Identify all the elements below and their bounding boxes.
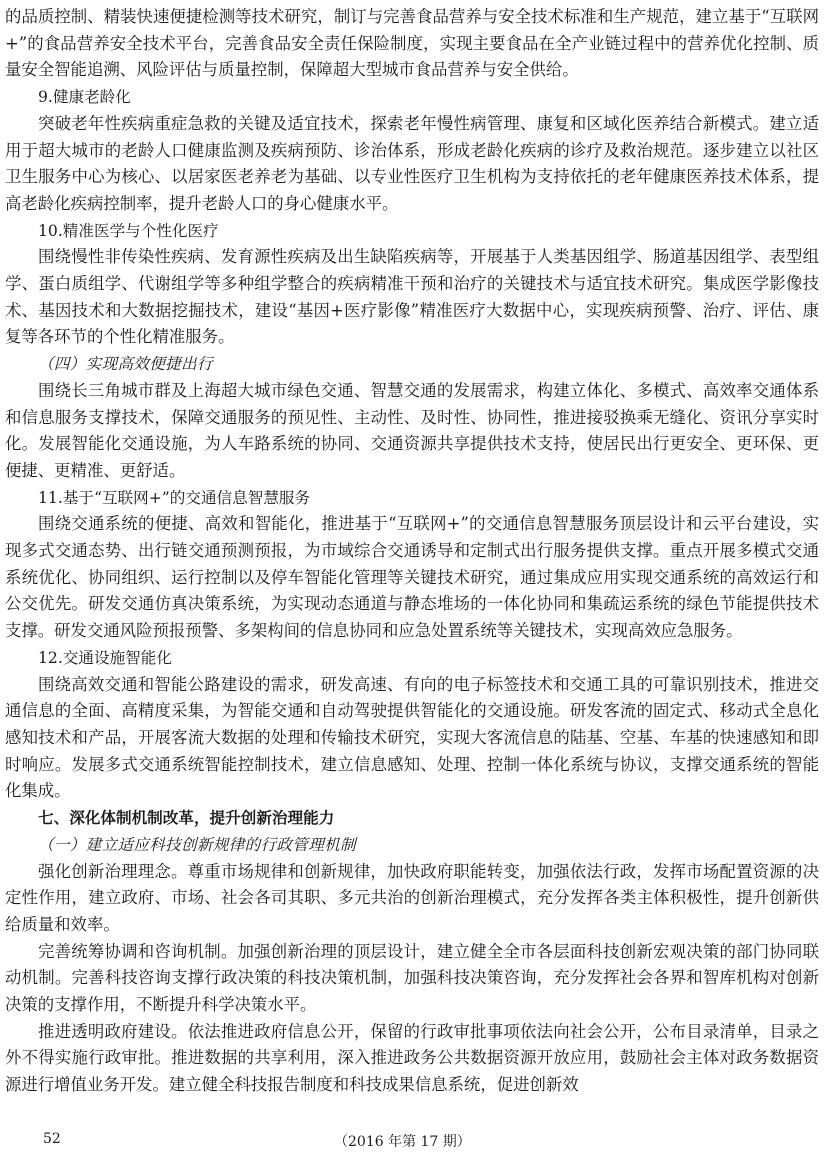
paragraph-continuation: 的品质控制、精装快速便捷检测等技术研究，制订与完善食品营养与安全技术标准和生产规范，建立基于“互联网+”的食品营养安全技术平台，完善食品安全责任保险制度，实现主要食品在全产业链过程中的营养优化控制、质量安全智能追溯、风险评估与质量控制，保障超大型城市食品营养与安全供给。	[5, 7, 819, 80]
paragraph: 突破老年性疾病重症急救的关键及适宜技术，探索老年慢性病管理、康复和区域化医养结合新模式。建立适用于超大城市的老龄人口健康监测及疾病预防、诊治体系，形成老龄化疾病的诊疗及救治规范。逐步建立以社区卫生服务中心为核心、以居家医老养老为基础、以专业性医疗卫生机构为支持依托的老年健康医养技术体系，提高老龄化疾病控制率，提升老龄人口的身心健康水平。	[5, 113, 819, 213]
paragraph: 围绕交通系统的便捷、高效和智能化，推进基于“互联网+”的交通信息智慧服务顶层设计和云平台建设，实现多式交通态势、出行链交通预测预报，为市域综合交通诱导和定制式出行服务提供支撑。重点开展多模式交通系统优化、协同组织、运行控制以及停车智能化管理等关键技术研究，通过集成应用实现交通系统的高效运行和公交优先。研发交通仿真决策系统，为实现动态通道与静态堆场的一体化协同和集疏运系统的绿色节能提供技术支撑。研发交通风险预报预警、多架构间的信息协同和应急处置系统等关键技术，实现高效应急服务。	[5, 514, 819, 641]
section-heading: 12.交通设施智能化	[38, 648, 172, 667]
section-heading: 10.精准医学与个性化医疗	[38, 221, 219, 240]
paragraph: 推进透明政府建设。依法推进政府信息公开，保留的行政审批事项依法向社会公开，公布目录清单，目录之外不得实施行政审批。推进数据的共享利用，深入推进政务公共数据资源开放应用，鼓励社会主体对政务数据资源进行增值业务开发。建立健全科技报告制度和科技成果信息系统，促进创新效	[5, 1021, 819, 1095]
paragraph: 围绕高效交通和智能公路建设的需求，研发高速、有向的电子标签技术和交通工具的可靠识别技术，推进交通信息的全面、高精度采集，为智能交通和自动驾驶提供智能化的交通设施。研发客流的固定式、移动式全息化感知技术和产品，开展客流大数据的处理和传输技术研究，实现大客流信息的陆基、空基、车基的快速感知和即时响应。发展多式交通系统智能控制技术，建立信息感知、处理、控制一体化系统与协议，支撑交通系统的智能化集成。	[5, 674, 819, 801]
paragraph: 围绕慢性非传染性疾病、发育源性疾病及出生缺陷疾病等，开展基于人类基因组学、肠道基因组学、表型组学、蛋白质组学、代谢组学等多种组学整合的疾病精准干预和治疗的关键技术与适宜技术研究。集成医学影像技术、基因技术和大数据挖掘技术，建设“基因+医疗影像”精准医疗大数据中心，实现疾病预警、治疗、评估、康复等各环节的个性化精准服务。	[5, 247, 819, 347]
issue-label: （2016 年第 17 期）	[334, 1134, 471, 1150]
paragraph: 强化创新治理理念。尊重市场规律和创新规律，加快政府职能转变，加强依法行政，发挥市场配置资源的决定性作用，建立政府、市场、社会各司其职、多元共治的创新治理模式，充分发挥各类主体积极性，提升创新供给质量和效率。	[5, 861, 819, 934]
document-body	[5, 4, 819, 1099]
paragraph: 围绕长三角城市群及上海超大城市绿色交通、智慧交通的发展需求，构建立体化、多模式、高效率交通体系和信息服务支撑技术，保障交通服务的预见性、主动性、及时性、协同性，推进接驳换乘无缝化、资讯分享实时化。发展智能化交通设施，为人车路系统的协同、交通资源共享提供技术支持，使居民出行更安全、更环保、更便捷、更精准、更舒适。	[5, 380, 819, 480]
section-heading: 9.健康老龄化	[38, 88, 131, 107]
section-heading: 11.基于“互联网+”的交通信息智慧服务	[38, 488, 311, 507]
chapter-heading: 七、深化体制机制改革，提升创新治理能力	[38, 808, 335, 828]
page-footer	[0, 1128, 827, 1158]
paragraph: 完善统筹协调和咨询机制。加强创新治理的顶层设计，建立健全全市各层面科技创新宏观决策的部门协同联动机制。完善科技咨询支撑行政决策的科技决策机制，加强科技决策咨询，充分发挥社会各界和智库机构对创新决策的支撑作用，不断提升科学决策水平。	[5, 941, 819, 1015]
subsection-heading: （四）实现高效便捷出行	[38, 355, 213, 374]
subsection-heading: （一）建立适应科技创新规律的行政管理机制	[38, 835, 356, 854]
page-number: 52	[43, 1131, 61, 1147]
